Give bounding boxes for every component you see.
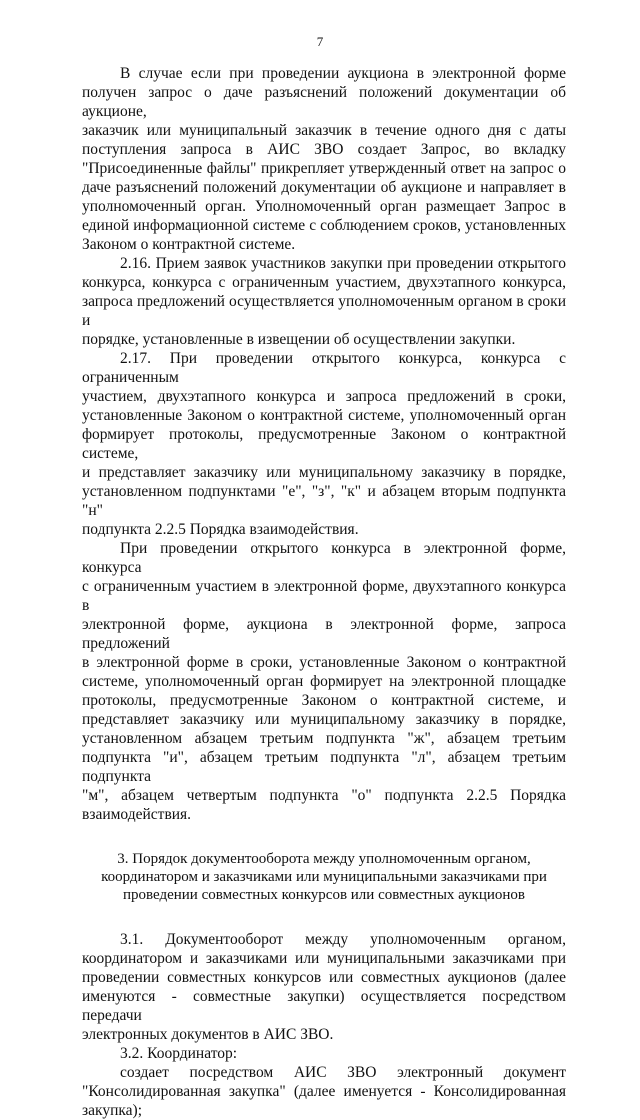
text-line: установленном абзацем третьим подпункта "ж", абзацем третьим: [82, 730, 566, 747]
text-line: 2.16. Прием заявок участников закупки при проведении открытого: [120, 255, 566, 272]
text-line: конкурса, конкурса с ограниченным участием, двухэтапного конкурса,: [82, 274, 566, 291]
text-line: 2.17. При проведении открытого конкурса, конкурса с ограниченным: [82, 350, 566, 386]
text-line: "м", абзацем четвертым подпункта "о" подпункта 2.2.5 Порядка: [82, 787, 566, 804]
paragraph-item-2-17: [82, 349, 566, 539]
text-line: проведении совместных конкурсов или совместных аукционов (далее: [82, 969, 566, 986]
text-line: координатором и заказчиками или муниципальными заказчиками при: [82, 950, 566, 967]
text-line: электронной форме, аукциона в электронной форме, запроса предложений: [82, 616, 566, 652]
text-line: подпункта "и", абзацем третьим подпункта "л", абзацем третьим подпункта: [82, 749, 566, 785]
text-line: с ограниченным участием в электронной форме, двухэтапного конкурса в: [82, 578, 566, 614]
paragraph-item-3-2-creates: [82, 1063, 566, 1120]
text-line: "Присоединенные файлы" прикрепляет утвержденный ответ на запрос о: [82, 160, 566, 177]
text-line: подпункта 2.2.5 Порядка взаимодействия.: [82, 521, 359, 538]
heading-line: 3. Порядок документооборота между уполномоченным органом,: [117, 851, 531, 867]
text-line: взаимодействия.: [82, 806, 192, 823]
text-line: именуются - совместные закупки) осуществляется посредством передачи: [82, 988, 566, 1024]
text-line: заказчик или муниципальный заказчик в течение одного дня с даты: [82, 122, 566, 139]
text-line: уполномоченный орган. Уполномоченный орган размещает Запрос в: [82, 198, 566, 215]
paragraph-item-3-1: [82, 930, 566, 1044]
text-line: формирует протоколы, предусмотренные Законом о контрактной системе,: [82, 426, 566, 462]
text-line: При проведении открытого конкурса в электронной форме, конкурса: [82, 540, 566, 576]
text-line: получен запрос о даче разъяснений положений документации об аукционе,: [82, 84, 566, 120]
text-line: Законом о контрактной системе.: [82, 236, 296, 253]
text-line: 3.2. Координатор:: [120, 1045, 238, 1062]
heading-line: координатором и заказчиками или муниципальными заказчиками при: [101, 869, 547, 885]
text-line: "Консолидированная закупка" (далее именуется - Консолидированная: [82, 1083, 566, 1100]
text-line: протоколы, предусмотренные Законом о контрактной системе, и: [82, 692, 566, 709]
text-line: единой информационной системе с соблюдением сроков, установленных: [82, 217, 566, 234]
paragraph-auction-clarification: [82, 64, 566, 254]
text-line: создает посредством АИС ЗВО электронный документ: [120, 1064, 566, 1081]
paragraph-electronic-form: [82, 539, 566, 824]
heading-line: проведении совместных конкурсов или совместных аукционов: [122, 887, 525, 903]
text-line: запроса предложений осуществляется уполномоченным органом в сроки и: [82, 293, 566, 329]
page-number: 7: [316, 34, 324, 49]
text-line: системе, уполномоченный орган формирует на электронной площадке: [82, 673, 566, 690]
text-line: участием, двухэтапного конкурса и запроса предложений в сроки,: [82, 388, 566, 405]
text-line: поступления запроса в АИС ЗВО создает Запрос, во вкладку: [82, 141, 566, 158]
text-line: порядке, установленные в извещении об осуществлении закупки.: [82, 331, 516, 348]
paragraph-item-3-2: [82, 1044, 566, 1063]
text-line: даче разъяснений положений документации об аукционе и направляет в: [82, 179, 566, 196]
text-line: установленном подпунктами "е", "з", "к" и абзацем вторым подпункта "н": [82, 483, 566, 519]
text-line: представляет заказчику или муниципальному заказчику в порядке,: [82, 711, 566, 728]
text-line: в электронной форме в сроки, установленные Законом о контрактной: [82, 654, 566, 671]
text-line: 3.1. Документооборот между уполномоченным органом,: [120, 931, 566, 948]
section-3-heading: [82, 850, 566, 904]
text-line: В случае если при проведении аукциона в электронной форме: [120, 65, 566, 82]
text-line: электронных документов в АИС ЗВО.: [82, 1026, 334, 1043]
paragraph-item-2-16: [82, 254, 566, 349]
document-body: [82, 64, 566, 1120]
text-line: закупка);: [82, 1102, 143, 1119]
text-line: и представляет заказчику или муниципальному заказчику в порядке,: [82, 464, 566, 481]
text-line: установленные Законом о контрактной системе, уполномоченный орган: [82, 407, 566, 424]
